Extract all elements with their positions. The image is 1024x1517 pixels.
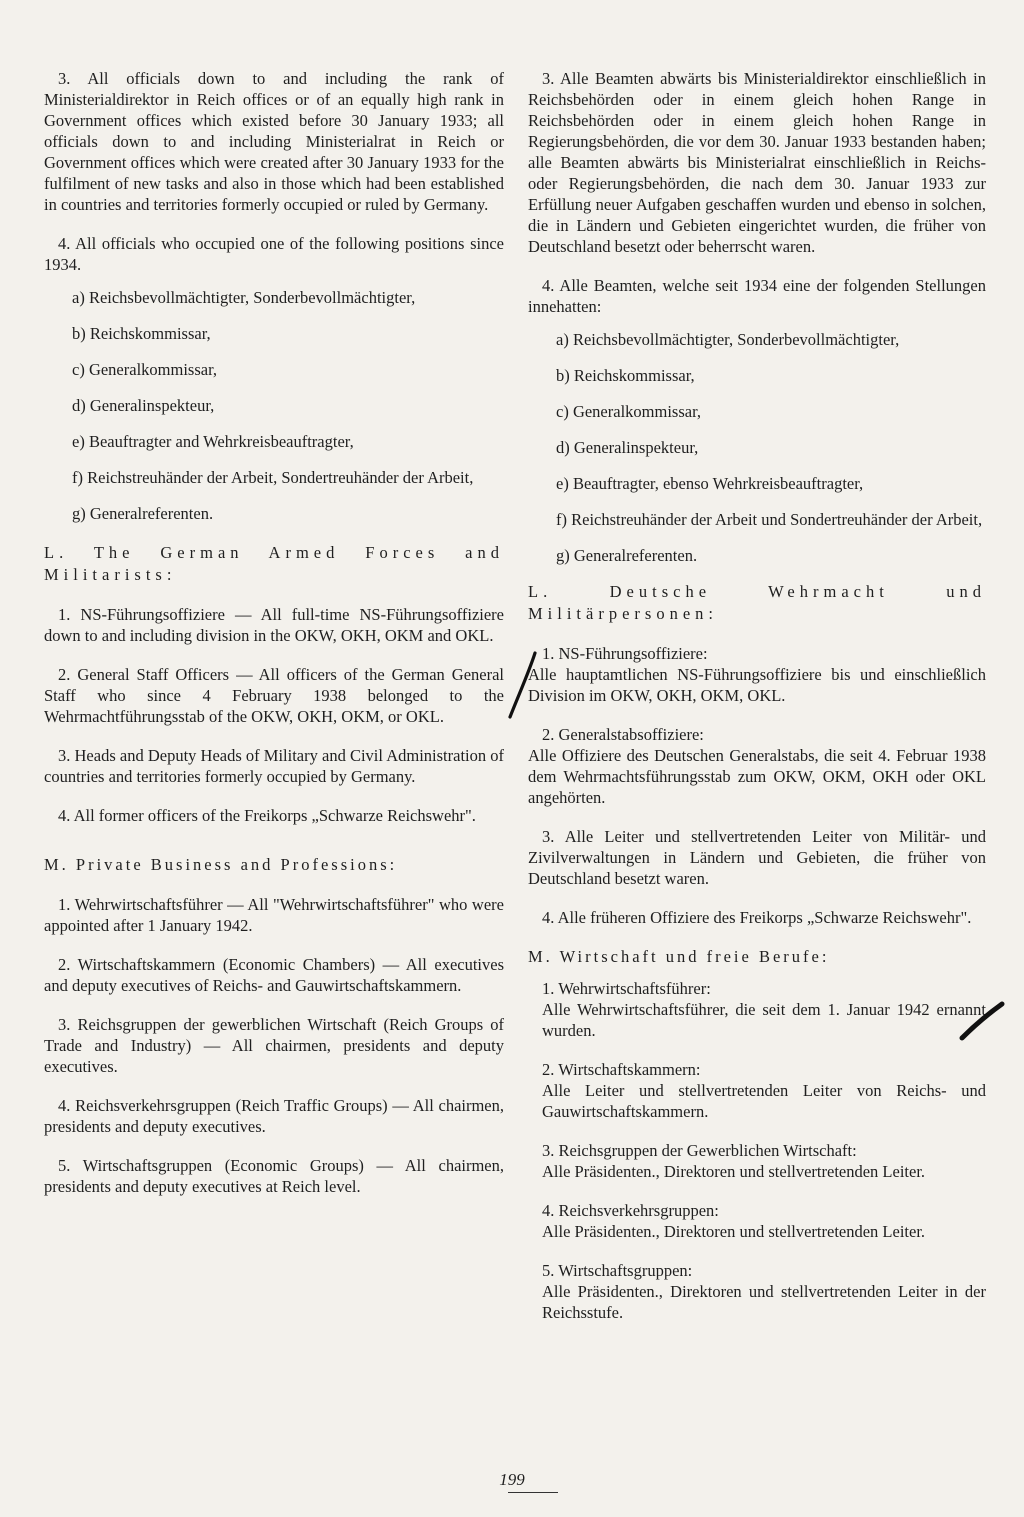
de-l1-title: 1. NS-Führungsoffiziere: — [542, 644, 708, 663]
de-m3-title: 3. Reichsgruppen der Gewerblichen Wirtschaft: — [542, 1141, 857, 1160]
list-item: c) Generalkommissar, — [556, 402, 702, 421]
en-l2-paragraph: 2. General Staff Officers — All officers of the German General Staff who since 4 February 1938 belonged to the Wehrmachtführungsstab of the OKW, OKH, OKM, or OKL. — [44, 665, 504, 726]
english-column — [44, 68, 504, 1197]
de-m2-text: Alle Leiter und stellvertretenden Leiter von Reichs- und Gauwirtschaftskammern. — [542, 1081, 986, 1121]
de-l2-title: 2. Generalstabsoffiziere: — [542, 725, 704, 744]
page-number: 199 — [499, 1470, 525, 1489]
en-l3-paragraph: 3. Heads and Deputy Heads of Military and Civil Administration of countries and territories formerly occupied by Germany. — [44, 746, 504, 786]
de-k4-paragraph: 4. Alle Beamten, welche seit 1934 eine der folgenden Stellungen innehatten: — [528, 276, 986, 316]
de-l4-paragraph: 4. Alle früheren Offiziere des Freikorps „Schwarze Reichswehr". — [542, 908, 972, 927]
de-l1-text: Alle hauptamtlichen NS-Führungsoffiziere bis und einschließlich Division im OKW, OKH, OKM, OKL. — [528, 665, 986, 705]
pen-slash-mark — [505, 650, 539, 720]
list-item: c) Generalkommissar, — [72, 360, 218, 379]
de-section-m-heading: M. Wirtschaft und freie Berufe: — [528, 947, 830, 966]
de-m3-text: Alle Präsidenten., Direktoren und stellvertretenden Leiter. — [542, 1162, 926, 1181]
de-l3-paragraph: 3. Alle Leiter und stellvertretenden Leiter von Militär- und Zivilverwaltungen in Ländern und Gebieten, die früher von Deutschland besetzt waren. — [528, 827, 986, 888]
en-m4-paragraph: 4. Reichsverkehrsgruppen (Reich Traffic Groups) — All chairmen, presidents and deputy executives. — [44, 1096, 504, 1136]
pen-stroke-mark — [958, 1000, 1006, 1042]
de-k3-paragraph: 3. Alle Beamten abwärts bis Ministerialdirektor einschließlich in Reichsbehörden oder in einem gleich hohen Range in Reichsbehörden oder in einem gleich hohen Range in Regierungsbehörden, die vor dem 30. Januar 1933 bestanden haben; alle Beamten abwärts bis Ministerialrat einschließlich in Reichs- oder Regierungsbehörden, die nach dem 30. Januar 1933 zur Erfüllung neuer Aufgaben geschaffen wurden und ebenso in solchen, die in Ländern und Gebieten eingerichtet wurden, die früher von Deutschland besetzt oder beherrscht waren. — [528, 69, 986, 256]
en-section-l-heading: L. The German Armed Forces and Militarists: — [44, 543, 504, 584]
en-m2-paragraph: 2. Wirtschaftskammern (Economic Chambers) — All executives and deputy executives of Reichs- and Gauwirtschaftskammern. — [44, 955, 504, 995]
list-item: g) Generalreferenten. — [72, 504, 214, 523]
list-item: a) Reichsbevollmächtigter, Sonderbevollmächtigter, — [72, 288, 416, 307]
list-item: b) Reichskommissar, — [72, 324, 211, 343]
list-item: d) Generalinspekteur, — [556, 438, 699, 457]
de-m2-title: 2. Wirtschaftskammern: — [542, 1060, 701, 1079]
de-m4-title: 4. Reichsverkehrsgruppen: — [542, 1201, 719, 1220]
de-l2-text: Alle Offiziere des Deutschen Generalstabs, die seit 4. Februar 1938 dem Wehrmachtsführungsstab zum OKW, OKM, OKH oder OKL angehörten. — [528, 746, 986, 807]
de-m1-title: 1. Wehrwirtschaftsführer: — [542, 979, 711, 998]
en-l1-paragraph: 1. NS-Führungsoffiziere — All full-time NS-Führungsoffiziere down to and including division in the OKW, OKH, OKM and OKL. — [44, 605, 504, 645]
de-m1-text: Alle Wehrwirtschaftsführer, die seit dem 1. Januar 1942 ernannt wurden. — [542, 1000, 986, 1040]
de-m5-text: Alle Präsidenten., Direktoren und stellvertretenden Leiter in der Reichsstufe. — [542, 1282, 986, 1322]
page-number-underline — [508, 1492, 558, 1493]
de-k4-list — [528, 329, 986, 566]
list-item: d) Generalinspekteur, — [72, 396, 215, 415]
en-section-m-heading: M. Private Business and Professions: — [44, 855, 398, 874]
en-k4-paragraph: 4. All officials who occupied one of the following positions since 1934. — [44, 234, 504, 274]
en-k3-paragraph: 3. All officials down to and including the rank of Ministerialdirektor in Reich offices or of an equally high rank in Government offices which existed before 30 January 1933; all officials down to and including Ministerialrat in Reich or Government offices which were created after 30 January 1933 for the fulfilment of new tasks and also in those which had been established in countries and territories formerly occupied or ruled by Germany. — [44, 69, 504, 214]
de-section-l-heading: L. Deutsche Wehrmacht und Militärpersonen: — [528, 582, 986, 623]
list-item: g) Generalreferenten. — [556, 546, 698, 565]
en-l4-paragraph: 4. All former officers of the Freikorps „Schwarze Reichswehr". — [58, 806, 476, 825]
list-item: b) Reichskommissar, — [556, 366, 695, 385]
en-m5-paragraph: 5. Wirtschaftsgruppen (Economic Groups) — All chairmen, presidents and deputy executives at Reich level. — [44, 1156, 504, 1196]
en-k4-list — [44, 287, 504, 524]
en-m1-paragraph: 1. Wehrwirtschaftsführer — All "Wehrwirtschaftsführer" who were appointed after 1 January 1942. — [44, 895, 504, 935]
list-item: f) Reichstreuhänder der Arbeit und Sondertreuhänder der Arbeit, — [556, 510, 983, 529]
de-m4-text: Alle Präsidenten., Direktoren und stellvertretenden Leiter. — [542, 1222, 926, 1241]
list-item: e) Beauftragter and Wehrkreisbeauftragter, — [72, 432, 354, 451]
list-item: e) Beauftragter, ebenso Wehrkreisbeauftragter, — [556, 474, 864, 493]
german-column — [528, 68, 986, 1323]
en-m3-paragraph: 3. Reichsgruppen der gewerblichen Wirtschaft (Reich Groups of Trade and Industry) — All chairmen, presidents and deputy executives. — [44, 1015, 504, 1076]
list-item: a) Reichsbevollmächtigter, Sonderbevollmächtigter, — [556, 330, 900, 349]
de-m5-title: 5. Wirtschaftsgruppen: — [542, 1261, 693, 1280]
list-item: f) Reichstreuhänder der Arbeit, Sondertreuhänder der Arbeit, — [72, 468, 474, 487]
